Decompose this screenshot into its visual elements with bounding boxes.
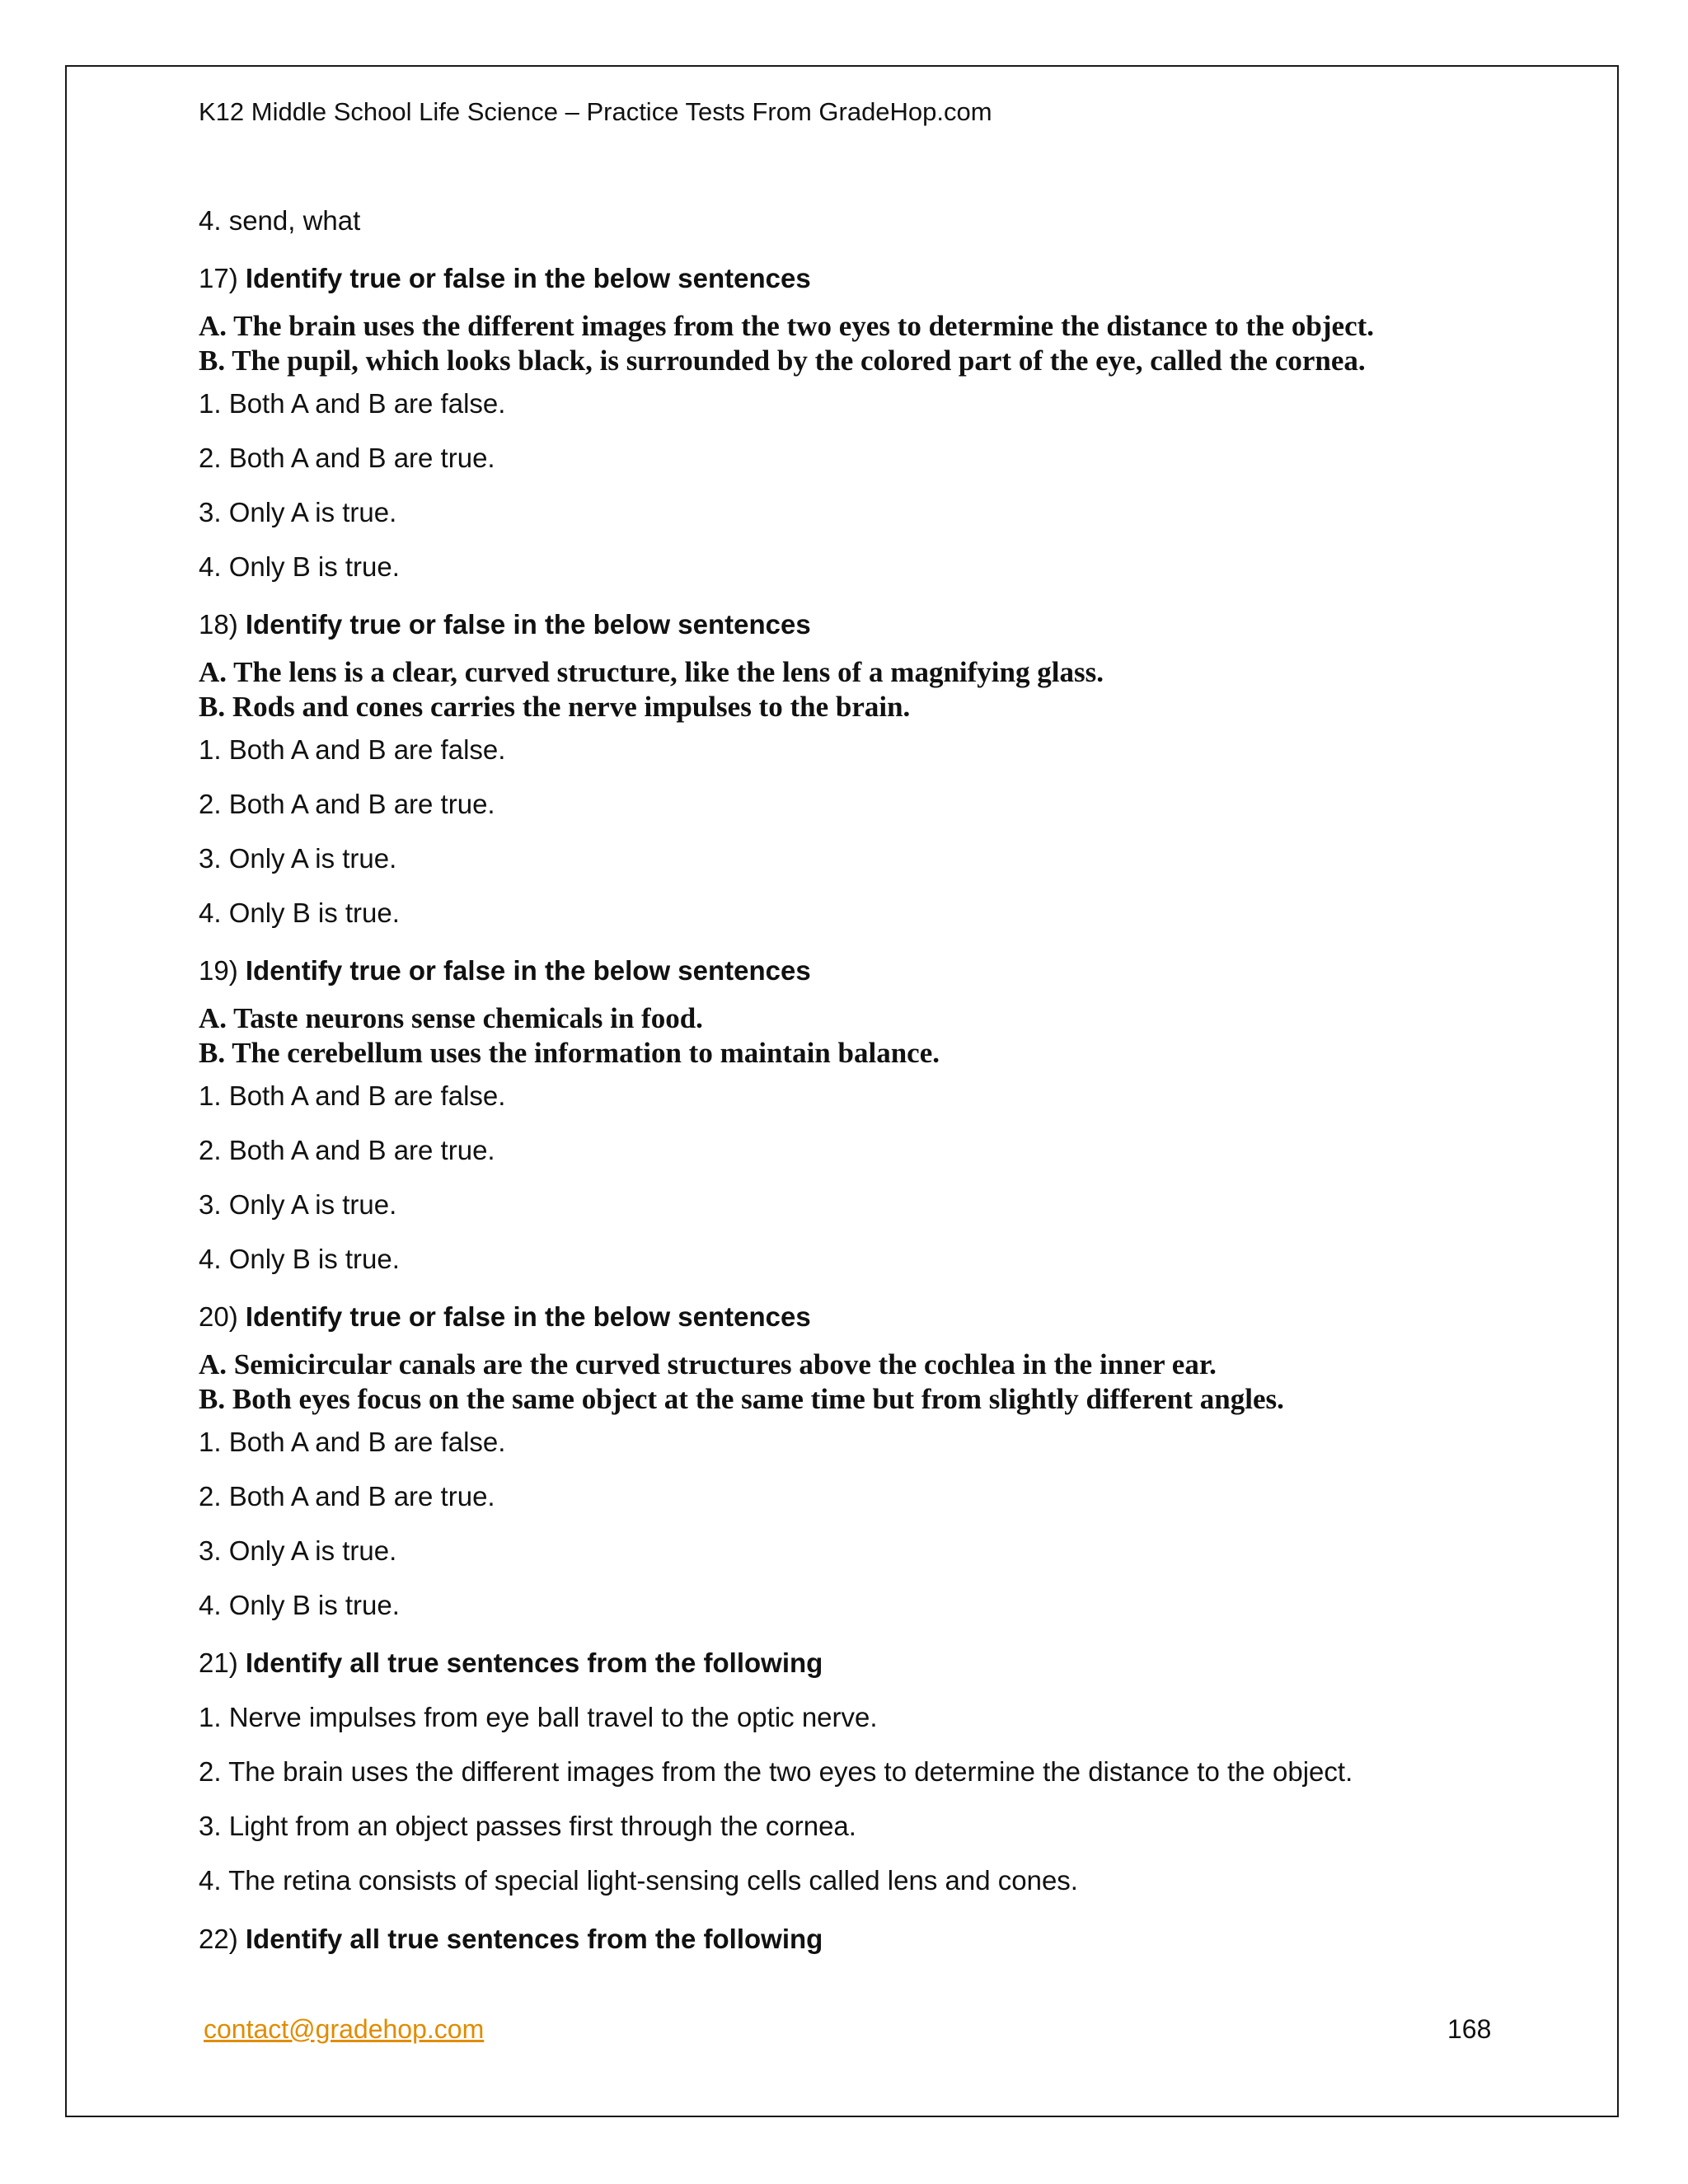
question-number: 17)	[199, 263, 238, 293]
option: 1. Both A and B are false.	[199, 388, 506, 419]
option: 2. Both A and B are true.	[199, 1135, 495, 1165]
option: 3. Only A is true.	[199, 497, 397, 527]
question-18-title	[199, 608, 811, 641]
question-prompt: Identify true or false in the below sentences	[245, 955, 811, 986]
option: 4. Only B is true.	[199, 898, 400, 928]
question-prompt: Identify true or false in the below sentences	[245, 263, 811, 293]
question-prompt: Identify all true sentences from the following	[245, 1647, 823, 1678]
statement-a: A. The brain uses the different images from the two eyes to determine the distance to the object.	[199, 310, 1375, 342]
question-prompt: Identify all true sentences from the following	[245, 1924, 823, 1954]
question-22-title	[199, 1923, 823, 1956]
option: 1. Both A and B are false.	[199, 734, 506, 765]
statement-b: B. Both eyes focus on the same object at the same time but from slightly different angles.	[199, 1383, 1284, 1415]
option: 4. Only B is true.	[199, 1590, 400, 1620]
option: 3. Only A is true.	[199, 1535, 397, 1566]
question-prompt: Identify true or false in the below sentences	[245, 1301, 811, 1332]
question-number: 18)	[199, 609, 238, 640]
question-number: 21)	[199, 1647, 238, 1678]
question-20-title	[199, 1301, 811, 1333]
question-17-title	[199, 262, 811, 295]
option: 2. Both A and B are true.	[199, 443, 495, 473]
question-19-title	[199, 954, 811, 987]
question-number: 22)	[199, 1924, 238, 1954]
statement-b: B. The cerebellum uses the information to maintain balance.	[199, 1037, 940, 1069]
option: 2. Both A and B are true.	[199, 1481, 495, 1511]
statement-a: A. Taste neurons sense chemicals in food.	[199, 1002, 703, 1034]
question-number: 19)	[199, 955, 238, 986]
option: 4. Only B is true.	[199, 551, 400, 582]
statement-a: A. Semicircular canals are the curved structures above the cochlea in the inner ear.	[199, 1348, 1217, 1380]
option: 2. The brain uses the different images from the two eyes to determine the distance to the object.	[199, 1756, 1353, 1787]
option: 3. Light from an object passes first through the cornea.	[199, 1811, 856, 1841]
option: 1. Nerve impulses from eye ball travel to the optic nerve.	[199, 1702, 878, 1732]
option: 4. Only B is true.	[199, 1244, 400, 1274]
page-header: K12 Middle School Life Science – Practice Tests From GradeHop.com	[199, 97, 992, 126]
carryover-option: 4. send, what	[199, 205, 361, 236]
option: 3. Only A is true.	[199, 1189, 397, 1220]
option: 3. Only A is true.	[199, 843, 397, 874]
contact-email-link[interactable]: contact@gradehop.com	[204, 2014, 485, 2044]
option: 1. Both A and B are false.	[199, 1080, 506, 1111]
option: 1. Both A and B are false.	[199, 1427, 506, 1457]
question-prompt: Identify true or false in the below sentences	[245, 609, 811, 640]
statement-b: B. Rods and cones carries the nerve impulses to the brain.	[199, 691, 911, 723]
option: 4. The retina consists of special light-sensing cells called lens and cones.	[199, 1865, 1078, 1896]
page-number: 168	[1447, 2014, 1492, 2044]
option: 2. Both A and B are true.	[199, 789, 495, 819]
question-21-title	[199, 1647, 823, 1680]
question-number: 20)	[199, 1301, 238, 1332]
statement-a: A. The lens is a clear, curved structure, like the lens of a magnifying glass.	[199, 656, 1104, 688]
statement-b: B. The pupil, which looks black, is surrounded by the colored part of the eye, called the cornea.	[199, 344, 1366, 377]
